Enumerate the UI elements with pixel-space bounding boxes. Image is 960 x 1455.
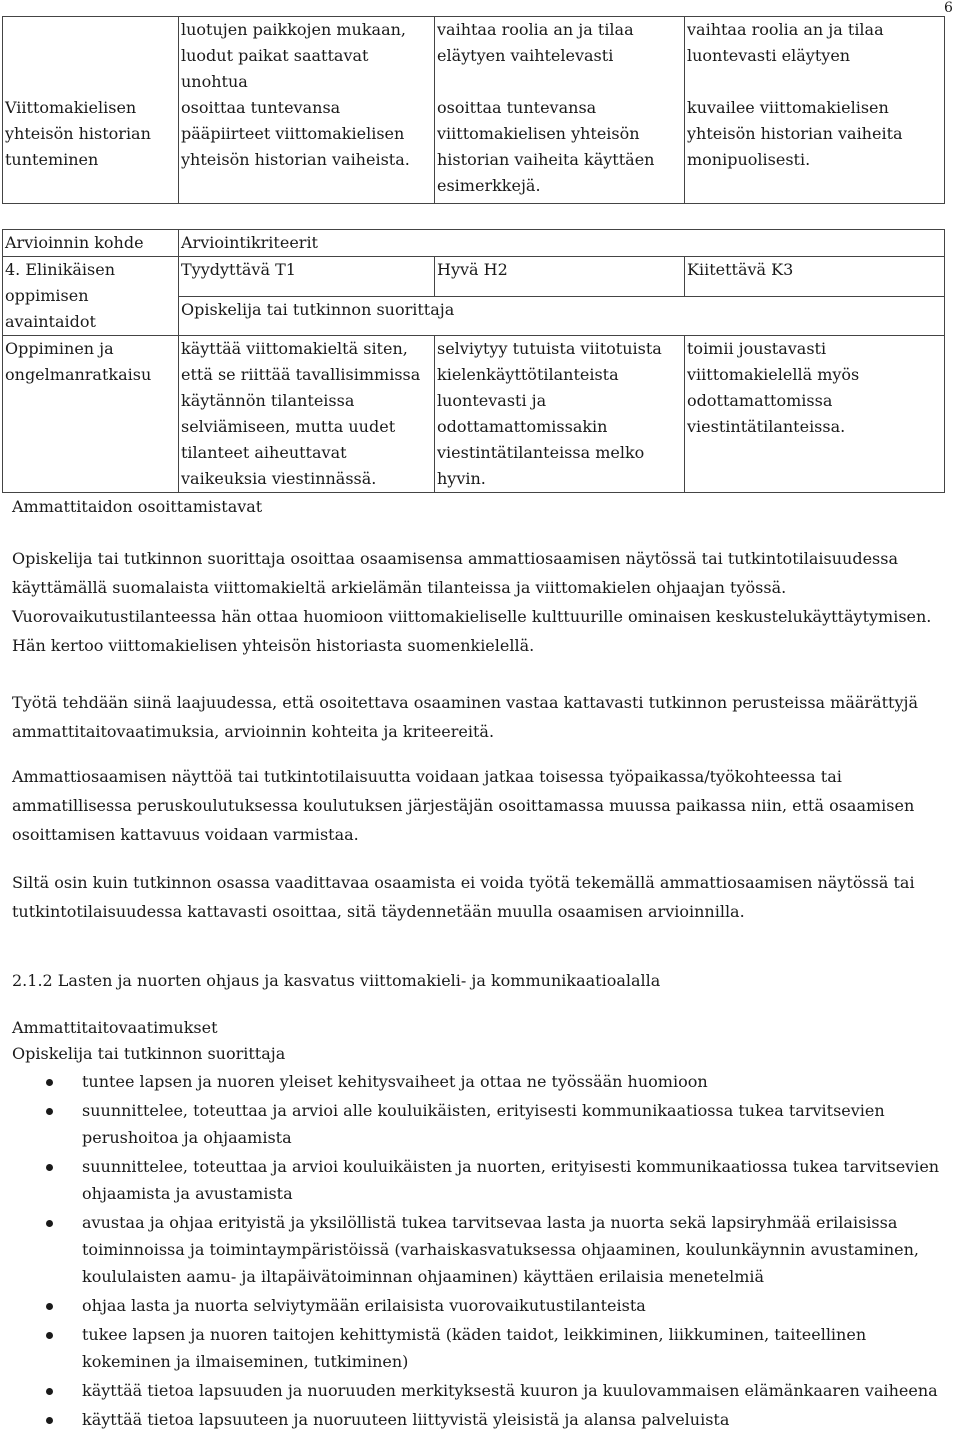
- table-cell: [685, 17, 945, 204]
- paragraph: Työtä tehdään siinä laajuudessa, että osoitettava osaaminen vastaa kattavasti tutkinnon perusteissa määrättyjä ammattitaitovaatimuksia, arvioinnin kohteita ja kriteereitä.: [12, 693, 918, 741]
- assessment-table: [2, 229, 945, 493]
- subject-label: Opiskelija tai tutkinnon suorittaja: [179, 296, 945, 336]
- list-item: käyttää tietoa lapsuuden ja nuoruuden merkityksestä kuuron ja kuulovammaisen elämänkaaren vaiheena: [36, 1377, 941, 1404]
- paragraph: Siltä osin kuin tutkinnon osassa vaadittavaa osaamista ei voida työtä tekemällä ammattiosaamisen näytössä tai tutkintotilaisuudessa kattavasti osoittaa, sitä täydennetään muulla osaamisen arvioinnilla.: [12, 873, 915, 921]
- table-cell: [179, 17, 435, 204]
- requirements-subject: Opiskelija tai tutkinnon suorittaja: [12, 1044, 286, 1063]
- table-cell: [435, 17, 685, 204]
- page-number: 6: [944, 0, 953, 16]
- table-row: [3, 230, 945, 257]
- table-cell: [3, 17, 179, 204]
- bullet-icon: [46, 1332, 53, 1339]
- criteria-text: toimii joustavasti viittomakielellä myös odottamattomissa viestintätilanteissa.: [685, 336, 945, 493]
- criteria-text: osoittaa tuntevansa pääpiirteet viittomakielisen yhteisön historian vaiheista.: [181, 98, 410, 169]
- criteria-text: kuvailee viittomakielisen yhteisön historian vaiheita monipuolisesti.: [687, 98, 903, 169]
- criteria-table-continued: [2, 16, 945, 204]
- table-header: Arviointikriteerit: [179, 230, 945, 257]
- criteria-text: osoittaa tuntevansa viittomakielisen yhteisön historian vaiheita käyttäen esimerkkejä.: [437, 98, 655, 195]
- bullet-icon: [46, 1417, 53, 1424]
- row-label: Oppiminen ja ongelmanratkaisu: [3, 336, 179, 493]
- assessment-target: Viittomakielisen yhteisön historian tunteminen: [5, 98, 151, 169]
- subsection-heading: 2.1.2 Lasten ja nuorten ohjaus ja kasvatus viittomakieli- ja kommunikaatioalalla: [12, 971, 661, 990]
- list-item: tuntee lapsen ja nuoren yleiset kehitysvaiheet ja ottaa ne työssään huomioon: [36, 1068, 941, 1095]
- paragraph: Opiskelija tai tutkinnon suorittaja osoittaa osaamisensa ammattiosaamisen näytössä tai tutkintotilaisuudessa käyttämällä suomalaista viittomakieltä arkielämän tilanteissa ja viittomakielen ohjaajan työssä. Vuorovaikutustilanteessa hän ottaa huomioon viittomakieliselle kulttuurille ominaisen keskustelukäyttäytymisen. Hän kertoo viittomakielisen yhteisön historiasta suomenkielellä.: [12, 549, 932, 655]
- criteria-text: käyttää viittomakieltä siten, että se riittää tavallisimmissa käytännön tilanteissa selviämiseen, mutta uudet tilanteet aiheuttavat vaikeuksia viestinnässä.: [179, 336, 435, 493]
- grade-label: Hyvä H2: [435, 257, 685, 297]
- criteria-text: selviytyy tutuista viitotuista kielenkäyttötilanteista luontevasti ja odottamattomissakin viestintätilanteissa melko hyvin.: [435, 336, 685, 493]
- bullet-icon: [46, 1388, 53, 1395]
- criteria-text: vaihtaa roolia an ja tilaa eläytyen vaihtelevasti: [437, 20, 634, 65]
- grade-label: Kiitettävä K3: [685, 257, 945, 297]
- list-item: avustaa ja ohjaa erityistä ja yksilöllistä tukea tarvitsevaa lasta ja nuorta sekä lapsiryhmää erilaisissa toiminnoissa ja toimintaympäristöissä (varhaiskasvatuksessa ohjaaminen, koulunkäynnin avustaminen, koululaisten aamu- ja iltapäivätoiminnan ohjaaminen) käyttäen erilaisia menetelmiä: [36, 1209, 941, 1290]
- grade-label: Tyydyttävä T1: [179, 257, 435, 297]
- list-item: suunnittelee, toteuttaa ja arvioi alle kouluikäisten, erityisesti kommunikaatiossa tukea tarvitsevien perushoitoa ja ohjaamista: [36, 1097, 941, 1151]
- list-item: käyttää tietoa lapsuuteen ja nuoruuteen liittyvistä yleisistä ja alansa palveluista: [36, 1406, 941, 1433]
- criteria-text: luotujen paikkojen mukaan, luodut paikat saattavat unohtua: [181, 20, 406, 91]
- requirements-list: [36, 1068, 941, 1435]
- paragraph: Ammattiosaamisen näyttöä tai tutkintotilaisuutta voidaan jatkaa toisessa työpaikassa/työkohteessa tai ammatillisessa peruskoulutuksessa koulutuksen järjestäjän osoittamassa muussa paikassa niin, että osaamisen osoittamisen kattavuus voidaan varmistaa.: [12, 767, 915, 844]
- bullet-icon: [46, 1303, 53, 1310]
- table-row: [3, 336, 945, 493]
- bullet-icon: [46, 1220, 53, 1227]
- assessment-target: 4. Elinikäisen oppimisen avaintaidot: [3, 257, 179, 336]
- list-item: suunnittelee, toteuttaa ja arvioi kouluikäisten ja nuorten, erityisesti kommunikaatiossa tukea tarvitsevien ohjaamista ja avustamista: [36, 1153, 941, 1207]
- bullet-icon: [46, 1108, 53, 1115]
- section-title: Ammattitaidon osoittamistavat: [12, 497, 263, 516]
- requirements-title: Ammattitaitovaatimukset: [12, 1018, 218, 1037]
- bullet-icon: [46, 1164, 53, 1171]
- table-header: Arvioinnin kohde: [3, 230, 179, 257]
- criteria-text: vaihtaa roolia an ja tilaa luontevasti eläytyen: [687, 20, 884, 65]
- bullet-icon: [46, 1079, 53, 1086]
- list-item: ohjaa lasta ja nuorta selviytymään erilaisista vuorovaikutustilanteista: [36, 1292, 941, 1319]
- table-row: [3, 257, 945, 297]
- table-row: [3, 17, 945, 204]
- list-item: tukee lapsen ja nuoren taitojen kehittymistä (käden taidot, leikkiminen, liikkuminen, taiteellinen kokeminen ja ilmaiseminen, tutkiminen): [36, 1321, 941, 1375]
